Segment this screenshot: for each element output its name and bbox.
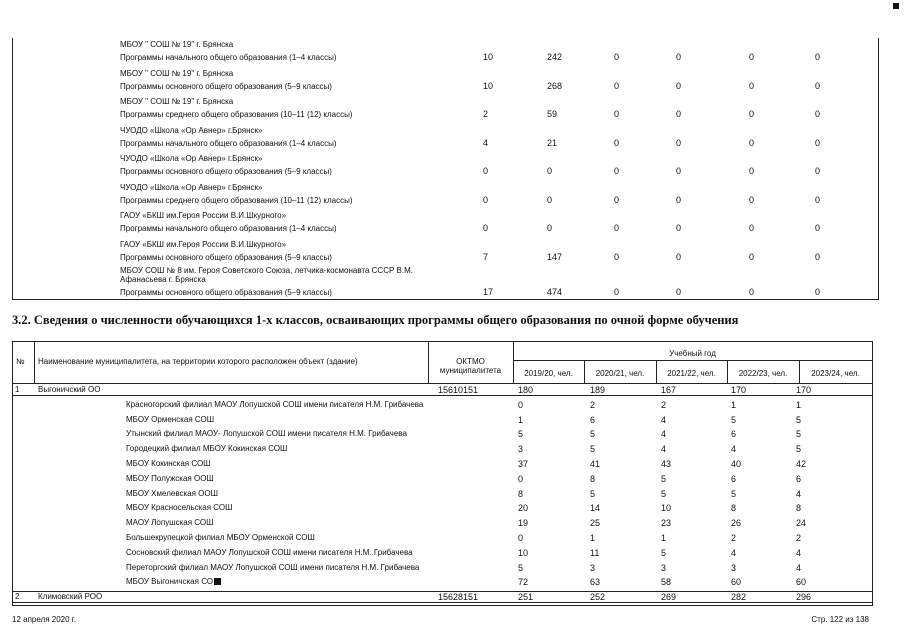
table-cell-value: 0 <box>547 223 553 233</box>
table-cell-value: 0 <box>483 166 489 176</box>
table-cell-value: 0 <box>749 287 755 297</box>
table-border-left <box>12 38 13 300</box>
org-name: МБОУ " СОШ № 19" г. Брянска <box>120 68 234 78</box>
table-cell-value: 3 <box>661 562 667 573</box>
table-cell-value: 252 <box>590 592 606 603</box>
table-cell-value: 1 <box>661 533 667 543</box>
table-border-bottom <box>12 299 878 300</box>
table-cell-value: 2 <box>731 533 737 543</box>
table-cell-value: 5 <box>796 429 802 440</box>
table-cell-value: 296 <box>796 592 812 603</box>
table-cell-value: 7 <box>483 251 489 262</box>
program-name: Программы основного общего образования (5–9 классы) <box>120 288 332 297</box>
table-cell-value: 26 <box>731 518 742 529</box>
table-cell-value: 167 <box>661 385 677 395</box>
table-cell-value: 0 <box>815 166 821 176</box>
table-cell-value: 0 <box>815 109 821 119</box>
program-name: Программы основного общего образования (5–9 классы) <box>120 81 332 91</box>
table-cell-value: 0 <box>614 52 620 62</box>
table-cell-value: 282 <box>731 592 747 603</box>
table-cell-value: 4 <box>796 488 802 499</box>
table-cell-value: 170 <box>731 385 747 395</box>
header-oktmo-sub: муниципалитета <box>439 366 502 375</box>
table-cell-value: 0 <box>614 166 620 176</box>
school-name: Переторгский филиал МАОУ Лопушской СОШ имени писателя Н.М. Грибачева <box>126 562 420 572</box>
table-cell-value: 4 <box>661 429 667 440</box>
header-year: 2022/23, чел. <box>738 369 788 378</box>
table-cell-value: 63 <box>590 577 601 588</box>
main-table-top-border <box>12 341 872 342</box>
main-table-right-border <box>872 341 873 606</box>
table-cell-value: 0 <box>749 137 755 148</box>
program-name: Программы среднего общего образования (10–11 (12) классы) <box>120 110 353 119</box>
org-name: ЧУОДО «Школа «Ор Авнер» г.Брянск» <box>120 182 263 192</box>
table-cell-value: 0 <box>676 166 682 176</box>
org-name: Афанасьева г. Брянска <box>120 275 206 284</box>
table-cell-value: 0 <box>614 80 620 91</box>
table-cell-value: 0 <box>483 194 489 205</box>
table-cell-value: 14 <box>590 503 601 514</box>
table-cell-value: 0 <box>614 109 620 119</box>
table-cell-value: 0 <box>614 137 620 148</box>
table-cell-value: 0 <box>518 473 524 484</box>
row-number: 1 <box>15 385 20 394</box>
main-table-bottom-border <box>12 605 872 606</box>
oktmo-code: 15628151 <box>438 592 479 603</box>
table-cell-value: 4 <box>731 444 737 455</box>
program-name: Программы начального общего образования (1–4 классы) <box>120 138 337 148</box>
table-cell-value: 3 <box>590 562 596 573</box>
school-name: МАОУ Лопушская СОШ <box>126 518 214 528</box>
table-cell-value: 0 <box>676 194 682 205</box>
table-cell-value: 0 <box>614 251 620 262</box>
table-cell-value: 3 <box>731 562 737 573</box>
table-cell-value: 251 <box>518 592 534 603</box>
header-year: 2020/21, чел. <box>595 369 645 378</box>
header-year: 2023/24, чел. <box>811 369 860 378</box>
table-cell-value: 180 <box>518 385 534 395</box>
table-cell-value: 40 <box>731 459 742 469</box>
table-cell-value: 2 <box>483 109 489 119</box>
table-cell-value: 3 <box>518 444 524 455</box>
table-cell-value: 59 <box>547 109 558 119</box>
table-cell-value: 0 <box>815 52 821 62</box>
table-cell-value: 42 <box>796 459 807 469</box>
table-cell-value: 0 <box>749 109 755 119</box>
org-name: ГАОУ «БКШ им.Героя России В.И.Шкурного» <box>120 211 287 220</box>
table-border-right <box>878 38 879 300</box>
program-name: Программы основного общего образования (5–9 классы) <box>120 252 332 262</box>
table-cell-value: 10 <box>661 503 672 514</box>
school-name: МБОУ Орменская СОШ <box>126 414 215 424</box>
school-name: Большекрупецкой филиал МБОУ Орменской СОШ <box>126 533 315 542</box>
table-cell-value: 0 <box>614 287 620 297</box>
table-cell-value: 0 <box>676 109 682 119</box>
school-name: Городецкий филиал МБОУ Кокинская СОШ <box>126 444 288 454</box>
table-cell-value: 4 <box>661 414 667 425</box>
table-cell-value: 2 <box>796 533 802 543</box>
table-cell-value: 4 <box>661 444 667 455</box>
table-cell-value: 0 <box>815 137 821 148</box>
table-cell-value: 189 <box>590 385 606 395</box>
row-divider <box>12 395 872 396</box>
table-cell-value: 0 <box>676 52 682 62</box>
municipality-name: Климовский РОО <box>38 592 103 602</box>
table-cell-value: 10 <box>518 547 529 558</box>
school-name: Утынский филиал МАОУ- Лопушской СОШ имени писателя Н.М. Грибачева <box>126 429 407 439</box>
table-cell-value: 1 <box>731 399 737 410</box>
header-name: Наименование муниципалитета, на территории которого расположен объект (здание) <box>38 357 358 366</box>
school-name: МБОУ Красносельская СОШ <box>126 503 233 513</box>
program-name: Программы начального общего образования (1–4 классы) <box>120 53 337 62</box>
table-cell-value: 5 <box>796 414 802 425</box>
table-cell-value: 5 <box>661 488 667 499</box>
header-year-group: Учебный год <box>669 349 716 358</box>
table-cell-value: 0 <box>518 399 524 410</box>
table-cell-value: 0 <box>815 80 821 91</box>
row-divider <box>12 591 872 592</box>
table-cell-value: 4 <box>483 137 489 148</box>
table-cell-value: 0 <box>749 166 755 176</box>
table-cell-value: 0 <box>749 223 755 233</box>
table-cell-value: 41 <box>590 459 601 469</box>
table-cell-value: 4 <box>796 562 802 573</box>
table-cell-value: 5 <box>590 429 596 440</box>
program-name: Программы начального общего образования (1–4 классы) <box>120 224 337 233</box>
org-name: МБОУ СОШ № 8 им. Героя Советского Союза, летчика-космонавта СССР В.М. <box>120 266 413 275</box>
row-number: 2 <box>15 592 20 602</box>
table-cell-value: 0 <box>483 223 489 233</box>
table-cell-value: 5 <box>731 414 737 425</box>
table-cell-value: 0 <box>676 223 682 233</box>
table-cell-value: 5 <box>731 488 737 499</box>
table-cell-value: 5 <box>518 562 524 573</box>
table-cell-value: 6 <box>731 473 737 484</box>
table-cell-value: 23 <box>661 518 672 529</box>
header-divider <box>34 341 35 383</box>
table-cell-value: 25 <box>590 518 601 529</box>
table-cell-value: 8 <box>731 503 737 514</box>
school-name: МБОУ Полужская ООШ <box>126 473 214 483</box>
table-cell-value: 4 <box>796 547 802 558</box>
table-cell-value: 1 <box>518 414 524 425</box>
school-name: МБОУ Выгоничская СО <box>126 577 221 587</box>
table-cell-value: 170 <box>796 385 812 395</box>
table-cell-value: 1 <box>590 533 596 543</box>
table-cell-value: 60 <box>731 577 742 588</box>
table-cell-value: 20 <box>518 503 529 514</box>
org-name: МБОУ " СОШ № 19" г. Брянска <box>120 97 234 106</box>
corner-mark-icon <box>893 3 899 9</box>
org-name: ЧУОДО «Школа «Ор Авнер» г.Брянск» <box>120 125 263 135</box>
table-cell-value: 6 <box>590 414 596 425</box>
table-cell-value: 5 <box>590 488 596 499</box>
school-name: Красногорский филиал МАОУ Лопушской СОШ имени писателя Н.М. Грибачева <box>126 399 424 409</box>
oktmo-code: 15610151 <box>438 385 479 395</box>
table-cell-value: 0 <box>749 251 755 262</box>
table-cell-value: 37 <box>518 459 529 469</box>
header-year: 2021/22, чел. <box>667 369 716 378</box>
table-cell-value: 0 <box>815 223 821 233</box>
table-cell-value: 5 <box>796 444 802 455</box>
program-name: Программы среднего общего образования (10–11 (12) классы) <box>120 195 353 205</box>
org-name: ГАОУ «БКШ им.Героя России В.И.Шкурного» <box>120 239 287 249</box>
table-cell-value: 0 <box>749 80 755 91</box>
table-cell-value: 8 <box>518 488 524 499</box>
table-cell-value: 0 <box>518 533 524 543</box>
table-cell-value: 0 <box>547 194 553 205</box>
table-cell-value: 5 <box>661 473 667 484</box>
org-name: ЧУОДО «Школа «Ор Авнер» г.Брянск» <box>120 154 263 163</box>
main-table-left-border <box>12 341 13 606</box>
table-cell-value: 72 <box>518 577 529 588</box>
footer-date: 12 апреля 2020 г. <box>12 615 76 624</box>
table-cell-value: 242 <box>547 52 563 62</box>
table-cell-value: 4 <box>731 547 737 558</box>
table-cell-value: 10 <box>483 80 494 91</box>
header-year: 2019/20, чел. <box>524 369 573 378</box>
table-cell-value: 0 <box>547 166 553 176</box>
header-divider <box>513 360 872 361</box>
table-cell-value: 1 <box>796 399 802 410</box>
table-cell-value: 6 <box>796 473 802 484</box>
table-cell-value: 269 <box>661 592 677 603</box>
row-divider <box>12 602 872 603</box>
table-cell-value: 8 <box>796 503 802 514</box>
table-cell-value: 0 <box>815 251 821 262</box>
table-cell-value: 24 <box>796 518 807 529</box>
table-cell-value: 474 <box>547 287 563 297</box>
table-cell-value: 5 <box>661 547 667 558</box>
org-name: МБОУ " СОШ № 19" г. Брянска <box>120 40 234 49</box>
school-name: Сосновский филиал МАОУ Лопушской СОШ имени писателя Н.М. Грибачева <box>126 547 413 557</box>
table-cell-value: 19 <box>518 518 529 529</box>
table-cell-value: 0 <box>749 52 755 62</box>
table-cell-value: 5 <box>590 444 596 455</box>
footer-page-number: Стр. 122 из 138 <box>811 615 869 624</box>
table-cell-value: 2 <box>661 399 667 410</box>
table-cell-value: 60 <box>796 577 807 588</box>
table-cell-value: 0 <box>614 194 620 205</box>
table-cell-value: 5 <box>518 429 524 440</box>
table-cell-value: 147 <box>547 251 563 262</box>
municipality-name: Выгоничский ОО <box>38 385 101 394</box>
table-cell-value: 11 <box>590 547 600 558</box>
table-cell-value: 43 <box>661 459 672 469</box>
header-num: № <box>16 357 25 366</box>
header-oktmo: ОКТМО <box>456 357 485 366</box>
table-cell-value: 268 <box>547 80 563 91</box>
section-heading: 3.2. Сведения о численности обучающихся 1-х классов, осваивающих программы общего образования по очной форме обучения <box>12 313 739 327</box>
table-cell-value: 0 <box>676 287 682 297</box>
table-cell-value: 0 <box>676 137 682 148</box>
table-cell-value: 0 <box>676 80 682 91</box>
table-cell-value: 58 <box>661 577 672 588</box>
header-bottom-border <box>12 383 872 384</box>
school-name: МБОУ Хмелевская ООШ <box>126 488 218 498</box>
table-cell-value: 0 <box>815 194 821 205</box>
table-cell-value: 6 <box>731 429 737 440</box>
table-cell-value: 17 <box>483 287 494 297</box>
table-cell-value: 0 <box>815 287 821 297</box>
table-cell-value: 10 <box>483 52 494 62</box>
program-name: Программы основного общего образования (5–9 классы) <box>120 167 332 176</box>
table-cell-value: 0 <box>614 223 620 233</box>
table-cell-value: 8 <box>590 473 596 484</box>
school-name: МБОУ Кокинская СОШ <box>126 459 211 468</box>
table-cell-value: 2 <box>590 399 596 410</box>
table-cell-value: 0 <box>676 251 682 262</box>
redaction-block <box>214 578 221 585</box>
table-cell-value: 21 <box>547 137 558 148</box>
table-cell-value: 0 <box>749 194 755 205</box>
